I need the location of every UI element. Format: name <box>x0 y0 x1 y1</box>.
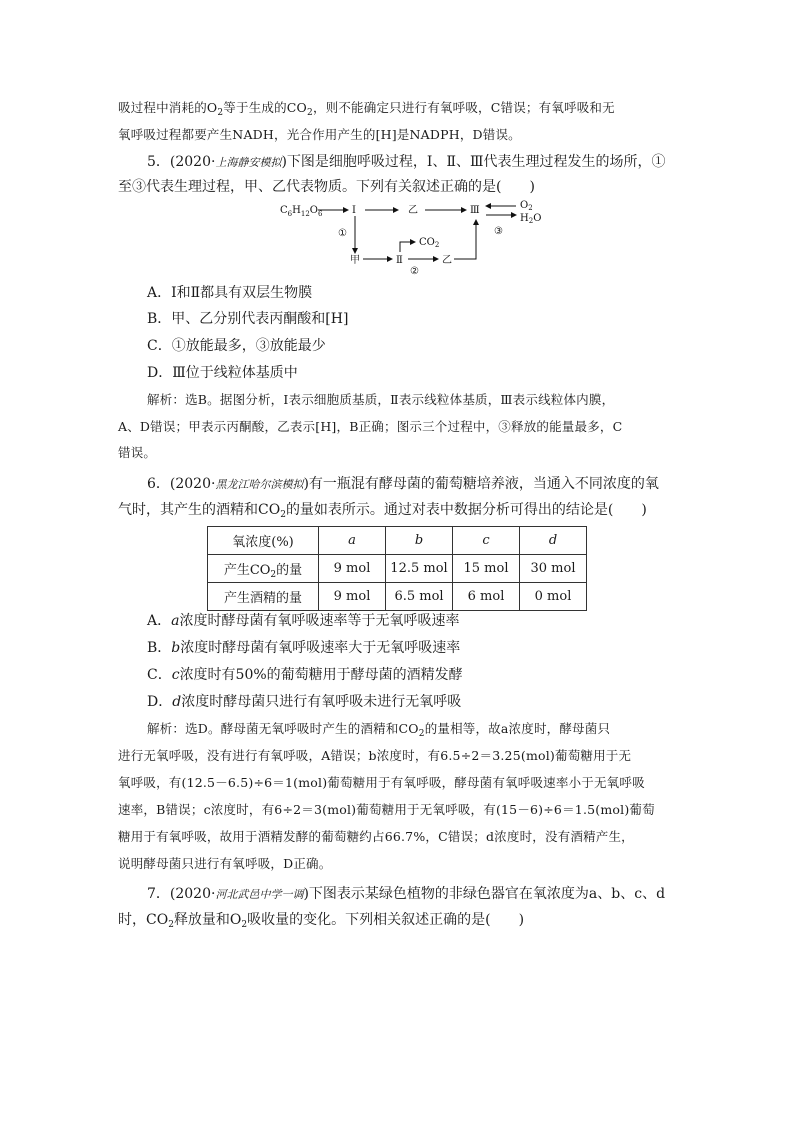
q5-option-c: C．①放能最多，③放能最少 <box>147 338 326 354</box>
q6-analysis-line-1: 解析：选D。酵母菌无氧呼吸时产生的酒精和$CO_2$的量相等，故a浓度时，酵母菌只 <box>147 721 611 739</box>
q7-stem-line-1: 7．(2020·河北武邑中学一调)下图表示某绿色植物的非绿色器官在氧浓度为a、b、c、d <box>147 886 666 902</box>
table-header-row <box>208 527 587 555</box>
table-cell: 30 mol <box>520 555 587 583</box>
yi-label-bottom: 乙 <box>442 255 452 266</box>
q5-analysis-line-2: A、D错误；甲表示丙酮酸，乙表示[H]，B正确；图示三个过程中，③释放的能量最多，C <box>118 419 623 434</box>
jia-label: 甲 <box>350 255 360 266</box>
table-cell: 6 mol <box>453 583 520 611</box>
q6-stem-line-2: 气时，其产生的酒精和$CO_2$的量如表所示。通过对表中数据分析可得出的结论是( ) <box>118 502 647 520</box>
process-2-label: ② <box>410 266 419 276</box>
q5-analysis-line-1: 解析：选B。据图分析，Ⅰ表示细胞质基质，Ⅱ表示线粒体基质，Ⅲ表示线粒体内膜， <box>147 392 615 407</box>
table-cell: 0 mol <box>520 583 587 611</box>
q6-stem-line-1: 6．(2020·黑龙江哈尔滨模拟)有一瓶混有酵母菌的葡萄糖培养液，当通入不同浓度的氧 <box>147 476 659 492</box>
h2o-label: $H_2O$ <box>520 213 542 225</box>
carryover-line-1: 吸过程中消耗的$O_2$等于生成的$CO_2$，则不能确定只进行有氧呼吸，C错误；有氧呼吸和无 <box>118 100 615 118</box>
q6-option-a: A．a浓度时酵母菌有氧呼吸速率等于无氧呼吸速率 <box>147 613 460 629</box>
table-row-label: 产生$CO_2$的量 <box>208 555 319 583</box>
q6-analysis-line-4: 速率，B错误；c浓度时，有6÷2＝3(mol)葡萄糖用于无氧呼吸，有(15－6)÷6＝1.5(mol)葡萄 <box>118 802 655 817</box>
site-2-label: Ⅱ <box>396 255 403 266</box>
q5-option-b: B．甲、乙分别代表丙酮酸和[H] <box>147 311 349 327</box>
q7-stem-line-2: 时，$CO_2$释放量和$O_2$吸收量的变化。下列相关叙述正确的是( ) <box>118 912 525 930</box>
table-cell: 6.5 mol <box>386 583 453 611</box>
co2-label: $CO_2$ <box>419 237 440 249</box>
table-header-cell: b <box>386 527 453 555</box>
q6-analysis-line-6: 说明酵母菌只进行有氧呼吸，D正确。 <box>118 856 332 871</box>
arrow-yi-to-site3-lower <box>454 220 476 259</box>
yi-label-top: 乙 <box>408 205 418 216</box>
q5-stem-line-1: 5．(2020·上海静安模拟)下图是细胞呼吸过程，Ⅰ、Ⅱ、Ⅲ代表生理过程发生的场所，① <box>147 154 666 170</box>
q5-analysis-line-3: 错误。 <box>118 445 157 460</box>
table-row-co2 <box>208 555 587 583</box>
table-header-cell: c <box>453 527 520 555</box>
yeast-data-table <box>207 526 587 611</box>
table-header-cell: d <box>520 527 587 555</box>
table-row-ethanol <box>208 583 587 611</box>
table-cell: 12.5 mol <box>386 555 453 583</box>
table-header-cell: a <box>319 527 386 555</box>
q6-analysis-line-3: 氧呼吸，有(12.5－6.5)÷6＝1(mol)葡萄糖用于有氧呼吸，酵母菌有氧呼吸速率小于无氧呼吸 <box>118 775 645 790</box>
glucose-label: $C_6H_{12}O_6$ <box>280 205 323 218</box>
q6-option-b: B．b浓度时酵母菌有氧呼吸速率大于无氧呼吸速率 <box>147 640 461 656</box>
o2-label: $O_2$ <box>520 200 533 212</box>
table-cell: 9 mol <box>319 555 386 583</box>
q5-stem-line-2: 至③代表生理过程，甲、乙代表物质。下列有关叙述正确的是( ) <box>118 179 535 195</box>
process-1-label: ① <box>338 228 347 239</box>
q6-analysis-line-2: 进行无氧呼吸，没有进行有氧呼吸，A错误；b浓度时，有6.5÷2＝3.25(mol)葡萄糖用于无 <box>118 748 632 763</box>
respiration-diagram <box>270 196 560 276</box>
arrow-site2-to-co2 <box>400 242 415 252</box>
table-cell: 15 mol <box>453 555 520 583</box>
carryover-line-2: 氧呼吸过程都要产生NADH，光合作用产生的[H]是NADPH，D错误。 <box>118 127 521 142</box>
q6-option-c: C．c浓度时有50%的葡萄糖用于酵母菌的酒精发酵 <box>147 667 463 683</box>
table-row-label: 产生酒精的量 <box>208 583 319 611</box>
table-header-cell: 氧浓度(%) <box>208 527 319 555</box>
site-1-label: Ⅰ <box>352 205 356 216</box>
table-cell: 9 mol <box>319 583 386 611</box>
site-3-label: Ⅲ <box>470 205 480 216</box>
q6-option-d: D．d浓度时酵母菌只进行有氧呼吸未进行无氧呼吸 <box>147 694 462 710</box>
q5-option-d: D．Ⅲ位于线粒体基质中 <box>147 365 298 381</box>
process-3-label: ③ <box>494 226 503 237</box>
q6-analysis-line-5: 糖用于有氧呼吸，故用于酒精发酵的葡萄糖约占66.7%，C错误；d浓度时，没有酒精产生， <box>118 829 634 844</box>
q5-option-a: A．Ⅰ和Ⅱ都具有双层生物膜 <box>147 285 313 301</box>
